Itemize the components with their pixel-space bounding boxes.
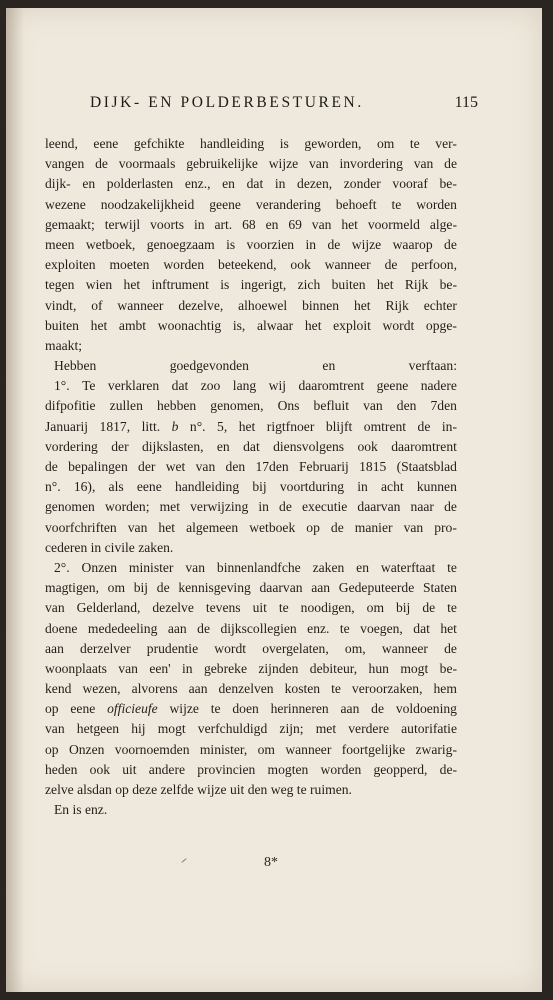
text-line: vangen de voormaals gebruikelijke wijze van invordering van de — [45, 156, 457, 172]
text-line: gemaakt; terwijl voorts in art. 68 en 69 van het voormeld alge- — [45, 216, 457, 232]
text-line: 1°. Te verklaren dat zoo lang wij daaromtrent geene nadere — [54, 378, 457, 394]
text-line: maakt; — [45, 337, 82, 353]
signature-mark: 8* — [264, 855, 278, 870]
text-line: doene mededeeling aan de dijkscollegien enz. te voegen, dat het — [45, 620, 457, 636]
text-line: de bepalingen der wet van den 17den Februarij 1815 (Staatsblad — [45, 459, 457, 474]
running-head: DIJK- EN POLDERBESTUREN. — [90, 94, 364, 111]
text-line: van Gelderland, dezelve tevens uit te noodigen, om bij de te — [45, 600, 457, 616]
page-number: 115 — [454, 94, 478, 111]
stray-mark — [181, 858, 186, 863]
text-line: kend wezen, alvorens aan denzelven kosten te veroorzaken, hem — [45, 681, 457, 697]
page-spine-shadow — [6, 8, 24, 992]
text-line: op Onzen voornoemden minister, om wanneer foortgelijke zwarig- — [45, 741, 457, 757]
text-line: exploiten moeten worden beteekend, ook wanneer de perfoon, — [45, 257, 457, 273]
text-line: dijk- en polderlasten enz., en dat in dezen, zonder vooraf be- — [45, 176, 457, 192]
text-line: n°. 16), als eene handleiding bij voortduring in acht kunnen — [45, 479, 457, 495]
text-line: meen wetboek, genoegzaam is voorzien in de wijze waarop de — [45, 236, 457, 252]
text-line: tegen wien het inftrument is ingerigt, zich buiten het Rijk be- — [45, 277, 457, 293]
text-line: magtigen, om bij de kennisgeving daarvan aan Gedeputeerde Staten — [45, 580, 457, 596]
text-line: woonplaats van een' in gebreke zijnden debiteur, hun mogt be- — [45, 660, 457, 676]
book-page — [6, 8, 542, 992]
body-text — [45, 134, 457, 820]
text-line: aan derzelver prudentie wordt overgelaten, om, wanneer de — [45, 640, 457, 656]
text-line: vindt, of wanneer dezelve, alhoewel binnen het Rijk echter — [45, 297, 457, 313]
text-line: wezene noodzakelijkheid geene verandering behoeft te worden — [45, 196, 457, 212]
text-line: zelve alsdan op deze zelfde wijze uit den weg te ruimen. — [45, 782, 352, 797]
text-line: Januarij 1817, litt. b n°. 5, het rigtfnoer blijft omtrent de in- — [45, 418, 457, 434]
text-line: cederen in civile zaken. — [45, 539, 174, 555]
text-line: voorfchriften van het algemeen wetboek op de manier van pro- — [45, 519, 457, 535]
text-line: buiten het ambt woonachtig is, alwaar het exploit wordt opge- — [45, 317, 457, 333]
text-line: En is enz. — [54, 802, 108, 818]
text-line: Hebben goedgevonden en verftaan: — [54, 358, 457, 374]
text-line: leend, eene gefchikte handleiding is geworden, om te ver- — [45, 136, 457, 151]
text-line: 2°. Onzen minister van binnenlandfche zaken en waterftaat te — [54, 559, 457, 575]
text-line: vordering der dijkslasten, en dat diensvolgens ook daaromtrent — [45, 438, 457, 454]
text-line: op eene officieufe wijze te doen herinneren aan de voldoening — [45, 701, 457, 717]
text-line: genomen worden; met verwijzing in de executie daarvan naar de — [45, 499, 457, 515]
page-header — [90, 94, 478, 118]
text-line: heden ook uit andere provincien mogten worden geopperd, de- — [45, 761, 457, 777]
text-line: difpofitie zullen hebben genomen, Ons befluit van den 7den — [45, 398, 457, 414]
text-line: van hetgeen hij mogt verfchuldigd zijn; met verdere autorifatie — [45, 721, 457, 737]
